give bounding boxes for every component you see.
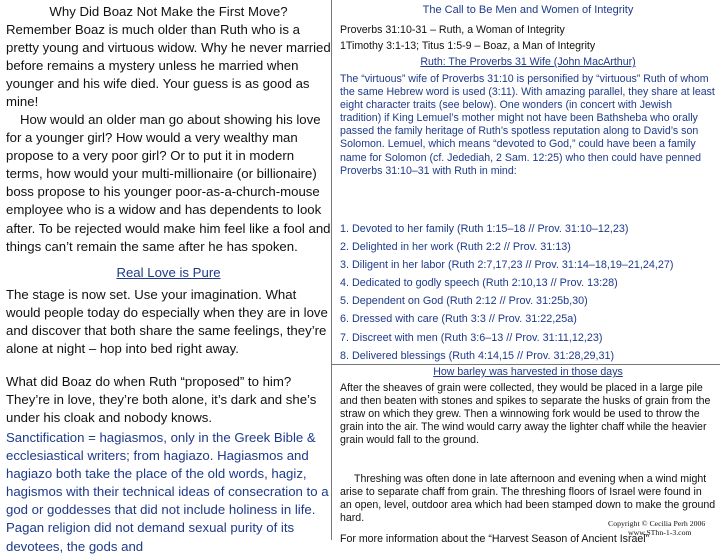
trait-item: 5. Dependent on God (Ruth 2:12 // Prov. 31:25b,30) <box>340 295 588 308</box>
harvest-paragraph: After the sheaves of grain were collected, they would be placed in a large pile and then beaten with stones and spikes to separate the husks of grain from the straw on which they grew. Then a winnowing fork would be used to throw the grain into the air. The wind would carry away the lighter chaff while the heavier grain would fall to the ground. <box>340 382 711 447</box>
trait-item: 6. Dressed with care (Ruth 3:3 // Prov. 31:22,25a) <box>340 313 577 326</box>
section-divider <box>332 364 720 365</box>
trait-item: 7. Discreet with men (Ruth 3:6–13 // Prov. 31:11,12,23) <box>340 331 603 344</box>
stage-paragraph: The stage is now set. Use your imagination. What would people today do especially when they are in love and discover that both share the same feelings, they’re alone at night – hop into bed right away. <box>6 287 328 357</box>
left-heading: Why Did Boaz Not Make the First Move? <box>49 4 288 19</box>
real-love-heading: Real Love is Pure <box>116 265 221 280</box>
trait-item: 2. Delighted in her work (Ruth 2:2 // Prov. 31:13) <box>340 241 571 254</box>
copyright-website: www.SThn-1-3.com <box>628 528 692 537</box>
left-column <box>2 0 332 554</box>
ruth-reference: Proverbs 31:10-31 – Ruth, a Woman of Integrity <box>340 24 565 36</box>
proverbs-paragraph: The “virtuous” wife of Proverbs 31:10 is personified by “virtuous” Ruth of whom the same Hebrew word is used (3:11). With amazing parallel, they share at least eight character traits (see below). One wonders (in concert with Jewish tradition) if King Lemuel’s mother might not have been Bathsheba who orally passed the family heritage of Ruth’s spotless reputation along to David’s son Solomon. Lemuel, which means “devoted to God,” could have been a family name for Solomon (cf. Jedediah, 2 Sam. 12:25) who then could have penned Proverbs 31:10–31 with Ruth in mind: <box>340 73 715 177</box>
traits-list <box>340 220 716 365</box>
copyright-notice: Copyright © Cecilia Perh 2006 <box>608 519 706 528</box>
sanctification-paragraph: Sanctification = hagiasmos, only in the Greek Bible & ecclesiastical writers; from hagiazo. Hagiasmos and hagiazo both take the place of the old words, hagiz, hagismos with their technical ideas of consecration to a god or goddesses that did not include holiness in life. Pagan religion did not demand sexual purity of its devotees, the gods and <box>6 430 329 554</box>
trait-item: 4. Dedicated to godly speech (Ruth 2:10,13 // Prov. 13:28) <box>340 277 618 290</box>
cloak-paragraph: What did Boaz do when Ruth “proposed” to him? They’re in love, they’re both alone, it’s dark and she’s under his cloak and nobody knows. <box>6 374 317 426</box>
right-heading: The Call to Be Men and Women of Integrity <box>422 4 634 16</box>
harvest-heading: How barley was harvested in those days <box>433 366 623 378</box>
intro-paragraph: Remember Boaz is much older than Ruth who is a pretty young and virtuous widow. Why he never married before remains a mystery unless he married when younger and his wife died. Your guess is as good as mine! <box>6 22 331 110</box>
trait-item: 3. Diligent in her labor (Ruth 2:7,17,23 // Prov. 31:14–18,19–21,24,27) <box>340 259 674 272</box>
proverbs-wife-heading: Ruth: The Proverbs 31 Wife (John MacArthur) <box>420 56 636 68</box>
trait-item: 8. Delivered blessings (Ruth 4:14,15 // Prov. 31:28,29,31) <box>340 349 615 362</box>
right-column <box>332 0 718 545</box>
trait-item: 1. Devoted to her family (Ruth 1:15–18 // Prov. 31:10–12,23) <box>340 223 629 235</box>
more-info-link[interactable]: For more information about the “Harvest Season of Ancient Israel” <box>340 533 650 545</box>
proposal-paragraph: How would an older man go about showing his love for a younger girl? How would a very wealthy man propose to a very poor girl? Or to put it in modern terms, how would your multi-millionaire (or billionaire) boss propose to his younger poor-as-a-church-mouse employee who is a widow and has dependents to look after. To be rejected would make him feel like a fool and things can’t remain the same after he has spoken. <box>6 112 331 254</box>
boaz-reference: 1Timothy 3:1-13; Titus 1:5-9 – Boaz, a Man of Integrity <box>340 40 596 52</box>
threshing-paragraph: Threshing was often done in late afternoon and evening when a wind might arise to separate chaff from grain. The threshing floors of Israel were found in an open, level, outdoor area which had been stamped down to make the ground hard. <box>340 473 716 525</box>
